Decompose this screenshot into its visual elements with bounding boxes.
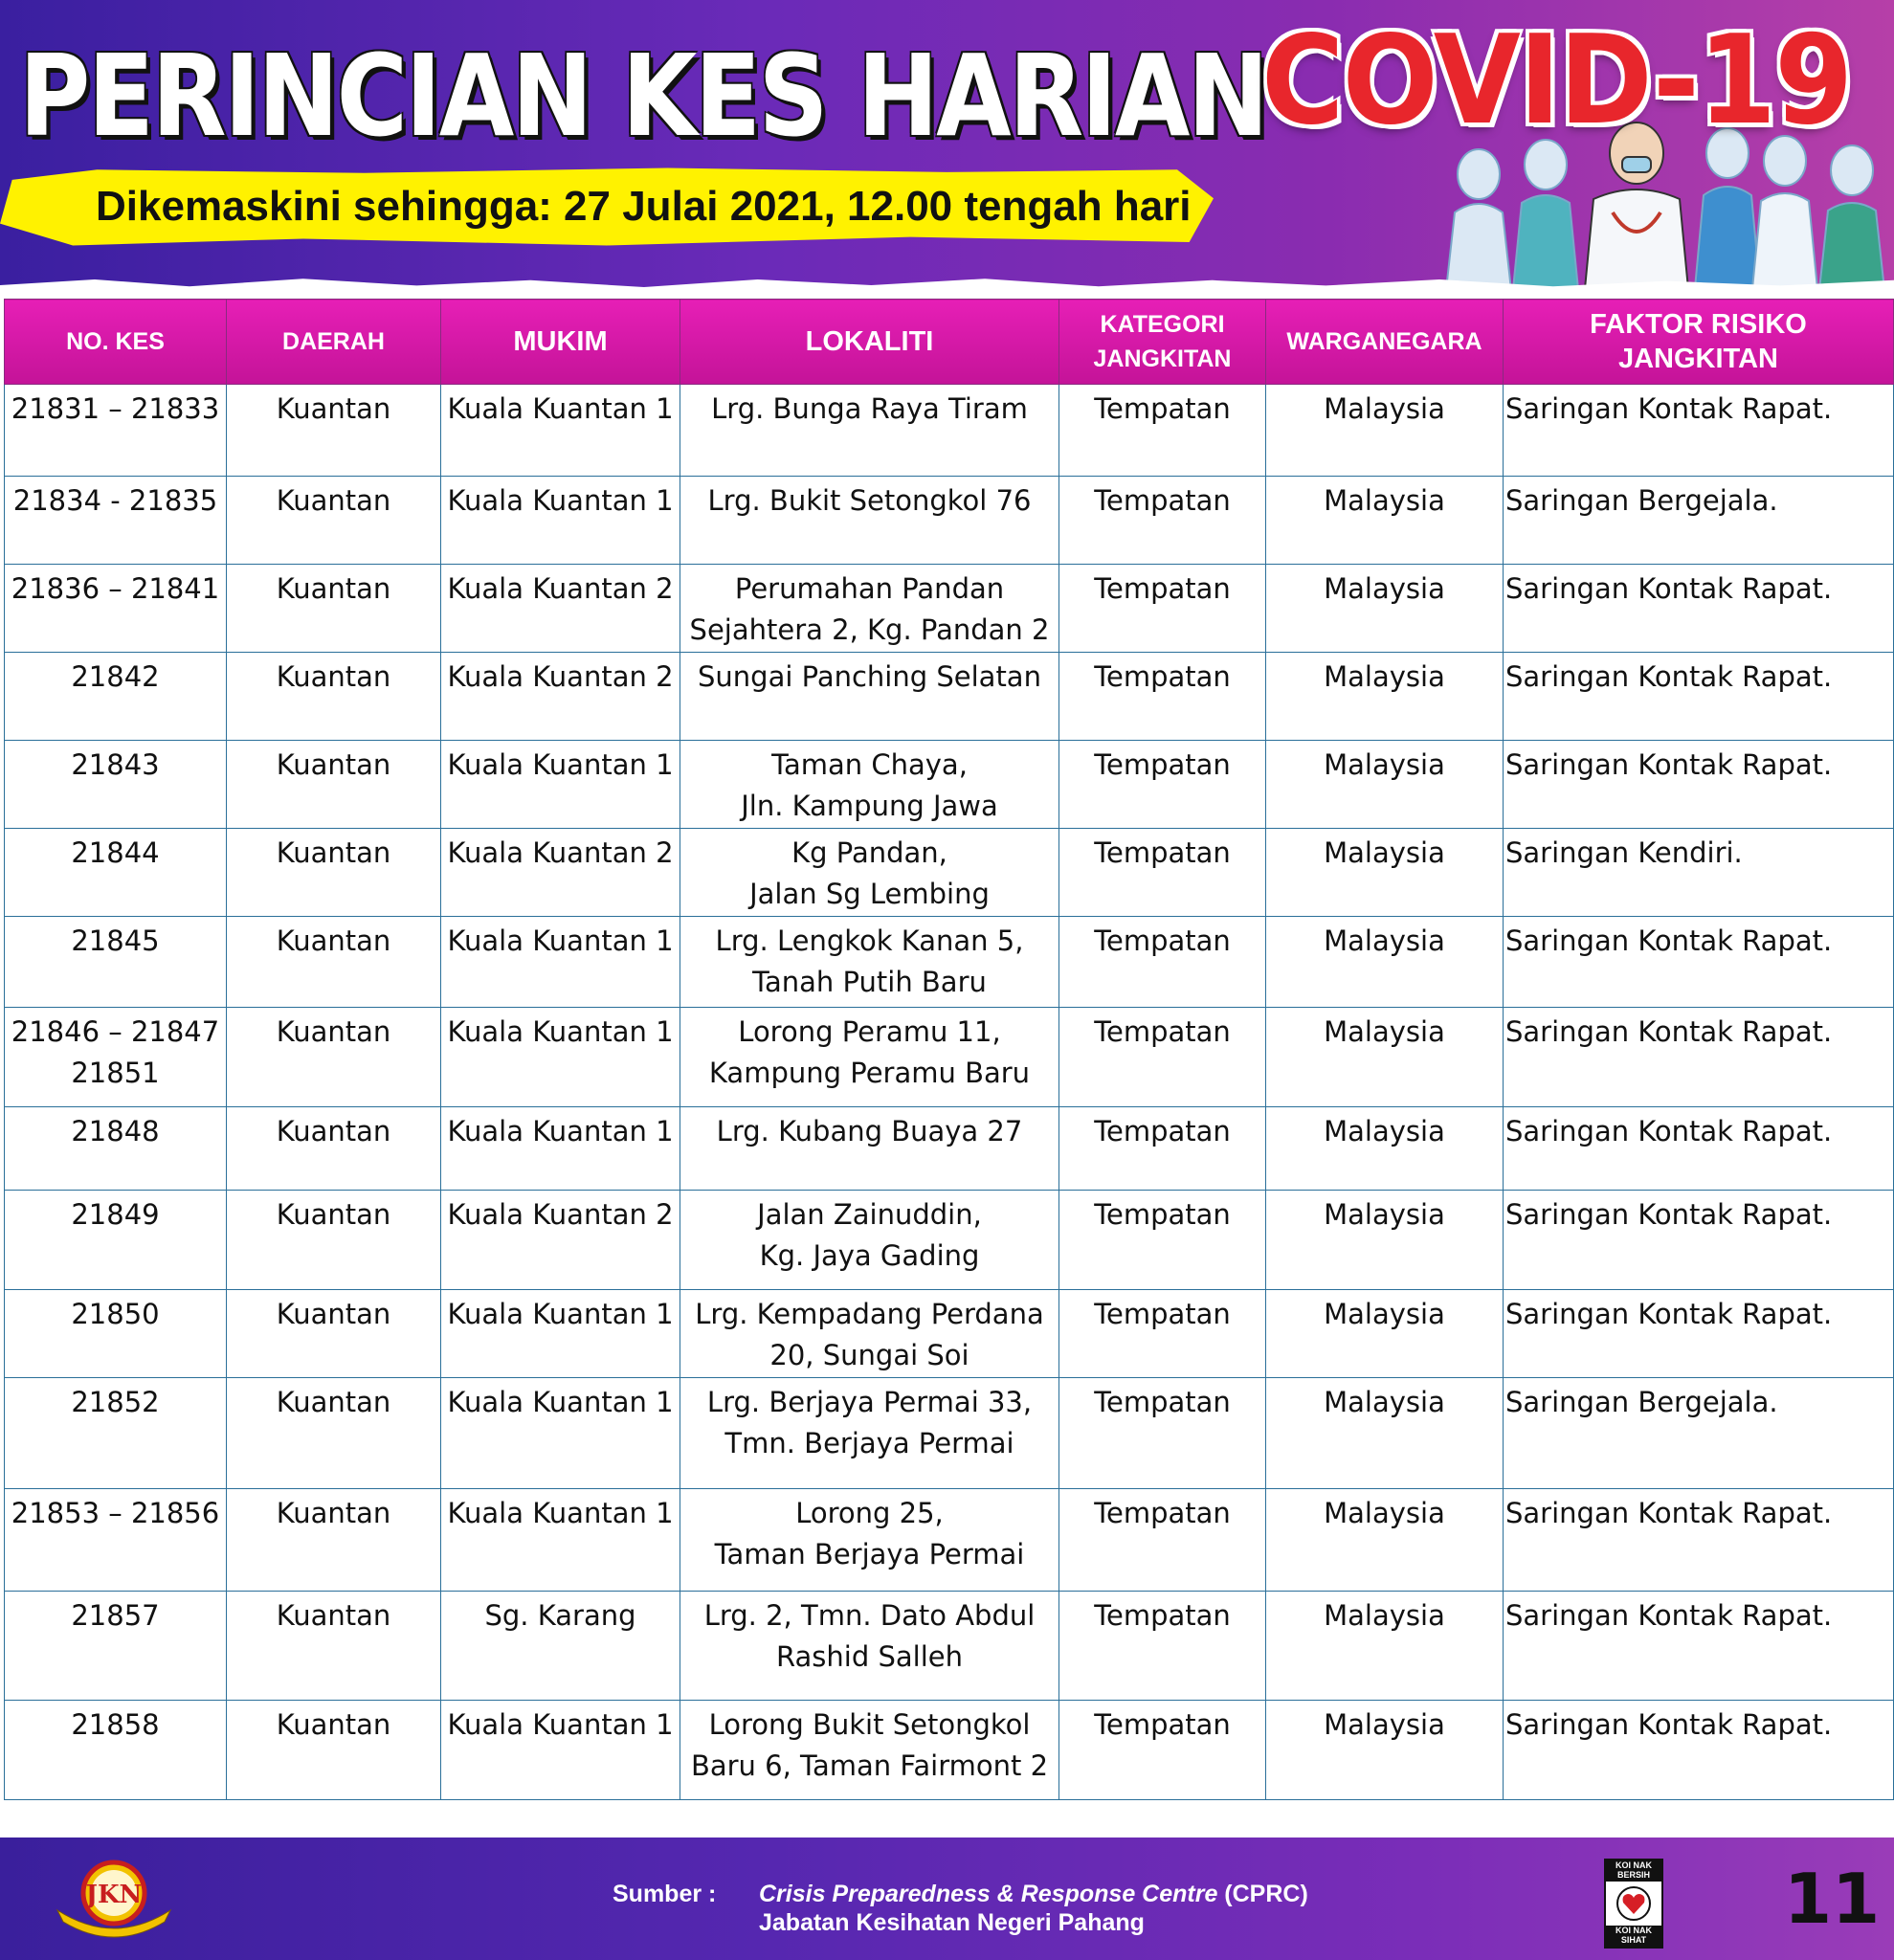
table-header-row (5, 300, 1894, 385)
table-row (5, 1701, 1894, 1800)
cell-daerah: Kuantan (227, 1489, 441, 1592)
cell-faktor: Saringan Kontak Rapat. (1504, 1107, 1894, 1191)
cell-warganegara: Malaysia (1266, 385, 1504, 477)
source-label: Sumber : (613, 1881, 717, 1907)
cell-lokaliti: Kg Pandan, Jalan Sg Lembing (680, 829, 1059, 917)
page-number: 11 (1784, 1859, 1881, 1939)
cell-no-kes: 21858 (5, 1701, 227, 1800)
cell-daerah: Kuantan (227, 1008, 441, 1107)
cell-kategori: Tempatan (1059, 1008, 1266, 1107)
cell-faktor: Saringan Kontak Rapat. (1504, 1290, 1894, 1378)
cell-daerah: Kuantan (227, 477, 441, 565)
cell-daerah: Kuantan (227, 917, 441, 1008)
cell-faktor: Saringan Kontak Rapat. (1504, 385, 1894, 477)
cell-faktor: Saringan Kendiri. (1504, 829, 1894, 917)
cell-warganegara: Malaysia (1266, 1191, 1504, 1290)
cell-lokaliti: Jalan Zainuddin, Kg. Jaya Gading (680, 1191, 1059, 1290)
table-row (5, 385, 1894, 477)
cell-no-kes: 21842 (5, 653, 227, 741)
table-row (5, 1191, 1894, 1290)
cell-warganegara: Malaysia (1266, 1592, 1504, 1701)
cell-mukim: Kuala Kuantan 2 (441, 829, 680, 917)
cell-faktor: Saringan Bergejala. (1504, 477, 1894, 565)
cell-kategori: Tempatan (1059, 653, 1266, 741)
table-row (5, 741, 1894, 829)
cell-mukim: Kuala Kuantan 1 (441, 1489, 680, 1592)
cell-kategori: Tempatan (1059, 1489, 1266, 1592)
updated-date: Dikemaskini sehingga: 27 Julai 2021, 12.00 tengah hari (96, 183, 1192, 230)
column-header-faktor: FAKTOR RISIKO JANGKITAN (1504, 300, 1894, 385)
cell-no-kes: 21843 (5, 741, 227, 829)
cell-daerah: Kuantan (227, 565, 441, 653)
cell-faktor: Saringan Kontak Rapat. (1504, 1592, 1894, 1701)
cell-kategori: Tempatan (1059, 741, 1266, 829)
cell-no-kes: 21848 (5, 1107, 227, 1191)
cell-daerah: Kuantan (227, 741, 441, 829)
cell-kategori: Tempatan (1059, 1290, 1266, 1378)
cell-warganegara: Malaysia (1266, 741, 1504, 829)
cell-lokaliti: Lrg. Kempadang Perdana 20, Sungai Soi (680, 1290, 1059, 1378)
koi-nak-sihat-badge (1604, 1859, 1663, 1949)
cell-warganegara: Malaysia (1266, 1107, 1504, 1191)
cell-no-kes: 21849 (5, 1191, 227, 1290)
cell-mukim: Kuala Kuantan 2 (441, 1191, 680, 1290)
cell-mukim: Kuala Kuantan 1 (441, 741, 680, 829)
cell-warganegara: Malaysia (1266, 477, 1504, 565)
cell-faktor: Saringan Kontak Rapat. (1504, 653, 1894, 741)
svg-text:JKN: JKN (85, 1881, 143, 1909)
cell-daerah: Kuantan (227, 1701, 441, 1800)
table-row (5, 653, 1894, 741)
cell-lokaliti: Lrg. Kubang Buaya 27 (680, 1107, 1059, 1191)
cell-daerah: Kuantan (227, 1290, 441, 1378)
source-cprc (759, 1878, 1308, 1910)
cell-lokaliti: Lrg. Bukit Setongkol 76 (680, 477, 1059, 565)
header-banner (0, 0, 1894, 299)
cell-no-kes: 21853 – 21856 (5, 1489, 227, 1592)
source-jkn: Jabatan Kesihatan Negeri Pahang (759, 1909, 1145, 1936)
cell-daerah: Kuantan (227, 1592, 441, 1701)
koi-bottom-text: KOI NAK SIHAT (1606, 1926, 1661, 1947)
cell-no-kes: 21852 (5, 1378, 227, 1489)
cell-no-kes: 21845 (5, 917, 227, 1008)
cell-mukim: Kuala Kuantan 1 (441, 1290, 680, 1378)
cell-faktor: Saringan Kontak Rapat. (1504, 1191, 1894, 1290)
cell-kategori: Tempatan (1059, 385, 1266, 477)
column-header-warganegara: WARGANEGARA (1266, 300, 1504, 385)
jkn-logo-icon (52, 1847, 176, 1950)
cell-warganegara: Malaysia (1266, 1701, 1504, 1800)
cell-no-kes: 21834 - 21835 (5, 477, 227, 565)
table-row (5, 917, 1894, 1008)
cell-lokaliti: Sungai Panching Selatan (680, 653, 1059, 741)
cell-faktor: Saringan Kontak Rapat. (1504, 1489, 1894, 1592)
cell-no-kes: 21857 (5, 1592, 227, 1701)
cell-warganegara: Malaysia (1266, 1290, 1504, 1378)
cell-mukim: Kuala Kuantan 2 (441, 565, 680, 653)
cell-kategori: Tempatan (1059, 1592, 1266, 1701)
page-title: PERINCIAN KES HARIAN (19, 30, 1267, 162)
cell-lokaliti: Lorong 25, Taman Berjaya Permai (680, 1489, 1059, 1592)
cell-mukim: Sg. Karang (441, 1592, 680, 1701)
cell-warganegara: Malaysia (1266, 917, 1504, 1008)
cell-warganegara: Malaysia (1266, 1008, 1504, 1107)
table-row (5, 1290, 1894, 1378)
cell-warganegara: Malaysia (1266, 565, 1504, 653)
cell-faktor: Saringan Kontak Rapat. (1504, 741, 1894, 829)
cell-lokaliti: Lorong Peramu 11, Kampung Peramu Baru (680, 1008, 1059, 1107)
koi-top-text: KOI NAK BERSIH (1606, 1860, 1661, 1882)
cell-daerah: Kuantan (227, 829, 441, 917)
column-header-kategori: KATEGORI JANGKITAN (1059, 300, 1266, 385)
cell-warganegara: Malaysia (1266, 653, 1504, 741)
cell-kategori: Tempatan (1059, 1701, 1266, 1800)
cell-lokaliti: Lrg. Bunga Raya Tiram (680, 385, 1059, 477)
cell-kategori: Tempatan (1059, 917, 1266, 1008)
cell-lokaliti: Lrg. 2, Tmn. Dato Abdul Rashid Salleh (680, 1592, 1059, 1701)
cell-kategori: Tempatan (1059, 1191, 1266, 1290)
column-header-mukim: MUKIM (441, 300, 680, 385)
table-row (5, 477, 1894, 565)
table-row (5, 1592, 1894, 1701)
table-row (5, 1489, 1894, 1592)
table-row (5, 565, 1894, 653)
cell-kategori: Tempatan (1059, 829, 1266, 917)
cell-faktor: Saringan Bergejala. (1504, 1378, 1894, 1489)
cell-kategori: Tempatan (1059, 477, 1266, 565)
cell-daerah: Kuantan (227, 1191, 441, 1290)
cell-mukim: Kuala Kuantan 1 (441, 917, 680, 1008)
case-table (4, 299, 1894, 1800)
cell-daerah: Kuantan (227, 1378, 441, 1489)
table-row (5, 829, 1894, 917)
source-cprc-abbr: (CPRC) (1217, 1881, 1308, 1907)
cell-no-kes: 21846 – 21847 21851 (5, 1008, 227, 1107)
cell-faktor: Saringan Kontak Rapat. (1504, 1008, 1894, 1107)
cell-lokaliti: Lrg. Berjaya Permai 33, Tmn. Berjaya Permai (680, 1378, 1059, 1489)
cell-mukim: Kuala Kuantan 2 (441, 653, 680, 741)
covid-title: COVID-19 (1261, 10, 1852, 152)
cell-lokaliti: Lrg. Lengkok Kanan 5, Tanah Putih Baru (680, 917, 1059, 1008)
cell-mukim: Kuala Kuantan 1 (441, 477, 680, 565)
cell-faktor: Saringan Kontak Rapat. (1504, 565, 1894, 653)
column-header-daerah: DAERAH (227, 300, 441, 385)
cell-warganegara: Malaysia (1266, 829, 1504, 917)
cell-lokaliti: Taman Chaya, Jln. Kampung Jawa (680, 741, 1059, 829)
cell-daerah: Kuantan (227, 385, 441, 477)
column-header-no-kes: NO. KES (5, 300, 227, 385)
cell-mukim: Kuala Kuantan 1 (441, 1107, 680, 1191)
case-table-container (4, 299, 1893, 1800)
heart-icon (1615, 1885, 1652, 1922)
cell-mukim: Kuala Kuantan 1 (441, 1701, 680, 1800)
cell-mukim: Kuala Kuantan 1 (441, 385, 680, 477)
table-row (5, 1008, 1894, 1107)
cell-mukim: Kuala Kuantan 1 (441, 1378, 680, 1489)
cell-no-kes: 21850 (5, 1290, 227, 1378)
cell-faktor: Saringan Kontak Rapat. (1504, 917, 1894, 1008)
cell-warganegara: Malaysia (1266, 1378, 1504, 1489)
column-header-lokaliti: LOKALITI (680, 300, 1059, 385)
cell-kategori: Tempatan (1059, 1378, 1266, 1489)
cell-no-kes: 21844 (5, 829, 227, 917)
cell-kategori: Tempatan (1059, 565, 1266, 653)
source-cprc-italic: Crisis Preparedness & Response Centre (759, 1881, 1218, 1907)
cell-lokaliti: Lorong Bukit Setongkol Baru 6, Taman Fairmont 2 (680, 1701, 1059, 1800)
cell-kategori: Tempatan (1059, 1107, 1266, 1191)
cell-daerah: Kuantan (227, 1107, 441, 1191)
table-row (5, 1378, 1894, 1489)
cell-no-kes: 21831 – 21833 (5, 385, 227, 477)
table-row (5, 1107, 1894, 1191)
cell-no-kes: 21836 – 21841 (5, 565, 227, 653)
cell-lokaliti: Perumahan Pandan Sejahtera 2, Kg. Pandan 2 (680, 565, 1059, 653)
cell-faktor: Saringan Kontak Rapat. (1504, 1701, 1894, 1800)
cell-daerah: Kuantan (227, 653, 441, 741)
cell-warganegara: Malaysia (1266, 1489, 1504, 1592)
cell-mukim: Kuala Kuantan 1 (441, 1008, 680, 1107)
